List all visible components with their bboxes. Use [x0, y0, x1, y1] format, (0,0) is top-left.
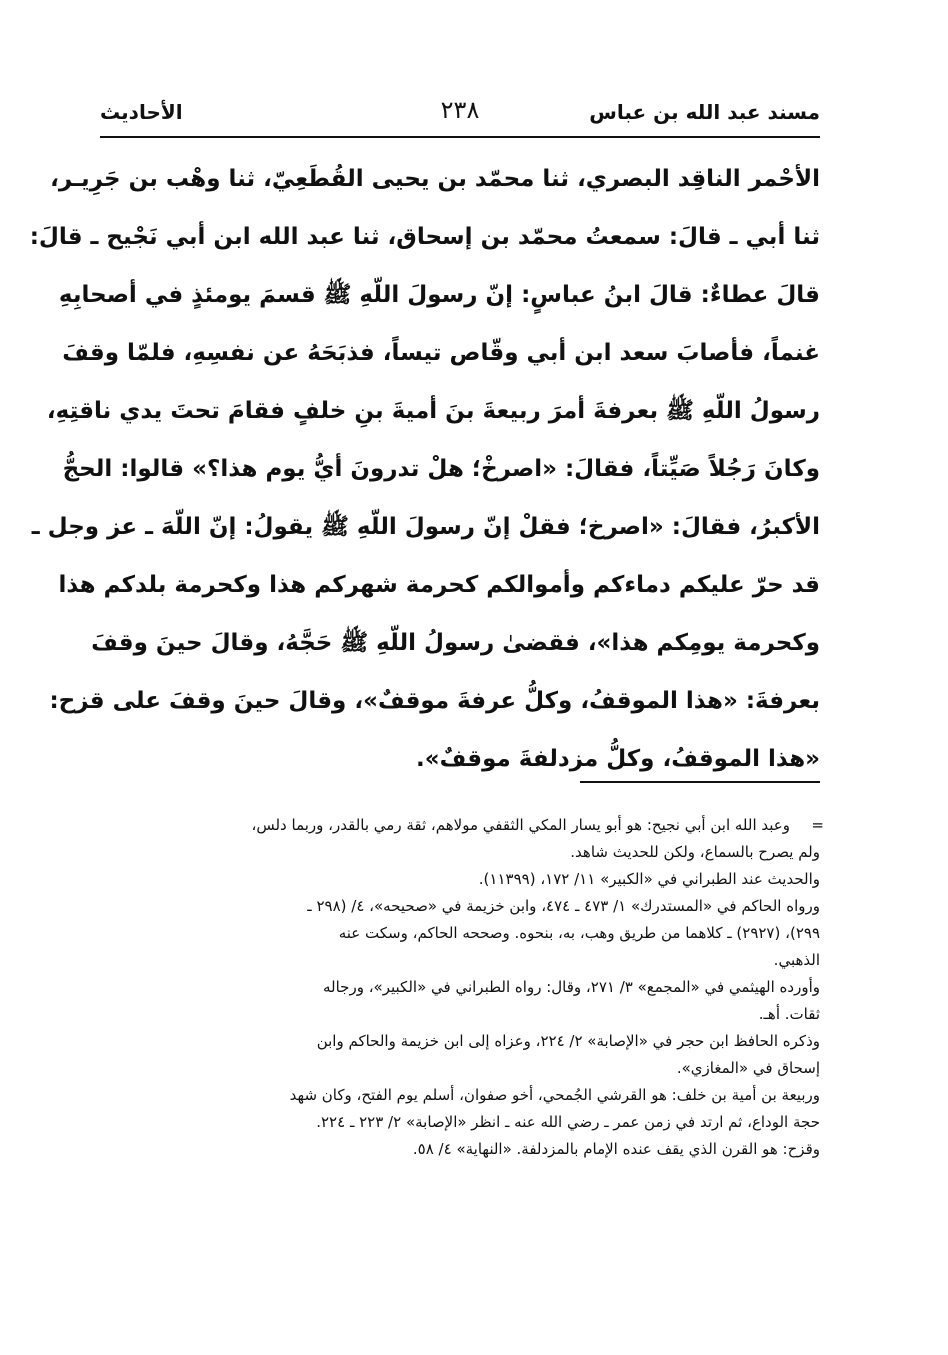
header-book-title: مسند عبد الله بن عباس [589, 100, 820, 124]
footnote-line: ثقات. أهـ. [758, 1005, 820, 1023]
footnote-line: وربيعة بن أمية بن خلف: هو القرشي الجُمحي، أخو صفوان، أسلم يوم الفتح، وكان شهد [289, 1086, 820, 1104]
footnote-line [95, 812, 824, 839]
page-number: ٢٣٨ [440, 96, 480, 124]
footnote-line: إسحاق في «المغازي». [676, 1059, 820, 1077]
text-line: الأحْمر الناقِد البصري، ثنا محمّد بن يحيى القُطَعِيّ، ثنا وهْب بن جَرِيـر، [50, 166, 820, 192]
footnote-line: ورواه الحاكم في «المستدرك» ١/ ٤٧٣ ـ ٤٧٤، وابن خزيمة في «صحيحه»، ٤/ (٢٩٨ ـ [307, 897, 820, 915]
footnote-line: وأورده الهيثمي في «المجمع» ٣/ ٢٧١، وقال: رواه الطبراني في «الكبير»، ورجاله [323, 978, 820, 996]
text-line: بعرفةَ: «هذا الموقفُ، وكلُّ عرفةَ موقفٌ»، وقالَ حينَ وقفَ على قزح: [49, 688, 820, 714]
footnote-line: وذكره الحافظ ابن حجر في «الإصابة» ٢/ ٢٢٤، وعزاه إلى ابن خزيمة والحاكم وابن [316, 1032, 820, 1050]
text-line: وكانَ رَجُلاً صَيِّتاً، فقالَ: «اصرخْ؛ هلْ تدرونَ أيُّ يوم هذا؟» قالوا: الحجُّ [62, 456, 820, 482]
text-line: «هذا الموقفُ، وكلُّ مزدلفةَ موقفٌ». [416, 746, 820, 772]
text-line: غنماً، فأصابَ سعد ابن أبي وقّاص تيساً، فذبَحَهُ عن نفسِهِ، فلمّا وقفَ [62, 340, 820, 366]
footnote-line: وقزح: هو القرن الذي يقف عنده الإمام بالمزدلفة. «النهاية» ٤/ ٥٨. [412, 1140, 820, 1158]
footnote-continuation-marker: = [811, 816, 824, 834]
text-line: رسولُ اللّهِ ﷺ بعرفةَ أمرَ ربيعةَ بنَ أميةَ بنِ خلفٍ فقامَ تحتَ يدي ناقتِهِ، [46, 398, 820, 424]
footnotes [95, 812, 824, 1163]
footnote-divider [580, 781, 820, 783]
footnote-line: ولم يصرح بالسماع، ولكن للحديث شاهد. [570, 843, 820, 861]
text-line: قالَ عطاءٌ: قالَ ابنُ عباسٍ: إنّ رسولَ اللّهِ ﷺ قسمَ يومئذٍ في أصحابِهِ [58, 282, 820, 308]
text-line: قد حرّ عليكم دماءكم وأموالكم كحرمة شهركم هذا وكحرمة بلدكم هذا [58, 572, 820, 598]
footnote-line: الذهبي. [773, 951, 820, 969]
running-header [100, 96, 820, 136]
text-line: وكحرمة يومِكم هذا»، فقضىٰ رسولُ اللّهِ ﷺ حَجَّهُ، وقالَ حينَ وقفَ [91, 630, 820, 656]
text-line: ثنا أبي ـ قالَ: سمعتُ محمّد بن إسحاق، ثنا عبد الله ابن أبي نَجْيح ـ قالَ: [29, 224, 820, 250]
footnote-line: ٢٩٩)، (٢٩٢٧) ـ كلاهما من طريق وهب، به، بنحوه. وصححه الحاكم، وسكت عنه [338, 924, 820, 942]
main-text [29, 150, 820, 788]
footnote-line: حجة الوداع، ثم ارتد في زمن عمر ـ رضي الله عنه ـ انظر «الإصابة» ٢/ ٢٢٣ ـ ٢٢٤. [316, 1113, 820, 1131]
footnote-text: وعبد الله ابن أبي نجيح: هو أبو يسار المكي الثقفي مولاهم، ثقة رمي بالقدر، وربما دلس، [251, 816, 790, 834]
footnote-line: والحديث عند الطبراني في «الكبير» ١١/ ١٧٢، (١١٣٩٩). [478, 870, 820, 888]
header-section-title: الأحاديث [100, 100, 183, 124]
header-divider [100, 136, 820, 138]
text-line: الأكبرُ، فقالَ: «اصرخ؛ فقلْ إنّ رسولَ اللّهِ ﷺ يقولُ: إنّ اللّهَ ـ عز وجل ـ [31, 514, 820, 540]
